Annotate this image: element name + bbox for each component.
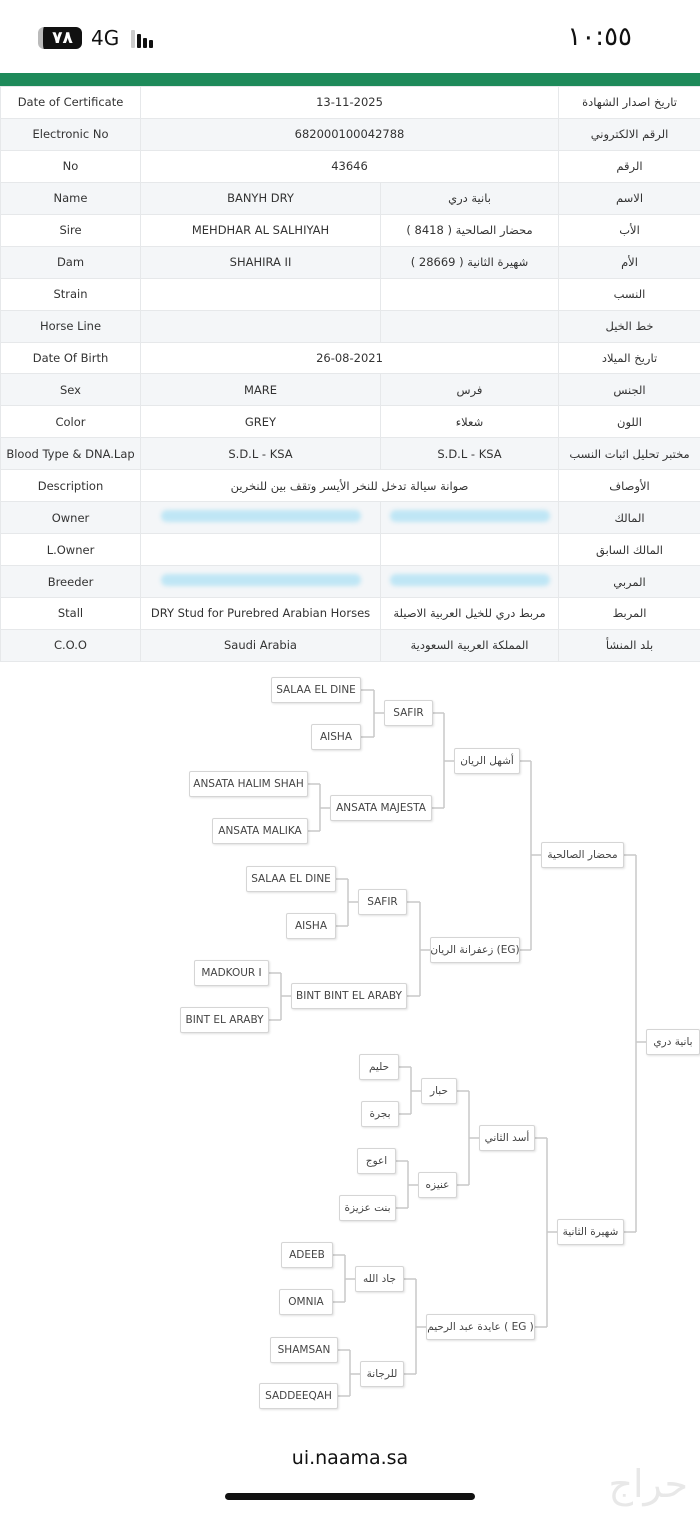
value-en: MEHDHAR AL SALHIYAH xyxy=(141,214,381,246)
pedigree-node-gen3[interactable]: زعفرانة الريان (EG) xyxy=(430,937,520,963)
label-en: Stall xyxy=(1,598,141,630)
pedigree-node-gen4[interactable]: عنيزه xyxy=(418,1172,457,1198)
pedigree-node-gen5[interactable]: BINT EL ARABY xyxy=(180,1007,269,1033)
value-ar: شعلاء xyxy=(381,406,559,438)
label-en: Color xyxy=(1,406,141,438)
value-ar: فرس xyxy=(381,374,559,406)
value-en: SHAHIRA II xyxy=(141,246,381,278)
pedigree-node-gen5[interactable]: بجرة xyxy=(361,1101,399,1127)
label-ar: الأوصاف xyxy=(559,470,700,502)
value-ar: S.D.L - KSA xyxy=(381,438,559,470)
pedigree-node-gen4[interactable]: ANSATA MAJESTA xyxy=(330,795,432,821)
page-url[interactable]: ui.naama.sa xyxy=(291,1447,409,1469)
pedigree-node-gen4[interactable]: SAFIR xyxy=(384,700,433,726)
pedigree-node-gen4[interactable]: SAFIR xyxy=(358,889,407,915)
pedigree-node-gen5[interactable]: SALAA EL DINE xyxy=(246,866,336,892)
pedigree-node-gen5[interactable]: AISHA xyxy=(286,913,336,939)
pedigree-node-gen5[interactable]: ANSATA MALIKA xyxy=(212,818,308,844)
label-ar: الرقم xyxy=(559,150,700,182)
value-cell: صوانة سيالة تدخل للنخر الأيسر وتقف بين للنخرين xyxy=(141,470,559,502)
watermark-logo: حراج xyxy=(608,1462,688,1506)
home-indicator[interactable] xyxy=(225,1493,475,1500)
pedigree-node-gen5[interactable]: بنت عزيزة xyxy=(339,1195,396,1221)
pedigree-node-gen3[interactable]: عايدة عبد الرحيم ( EG ) xyxy=(426,1314,535,1340)
pedigree-node-gen5[interactable]: ADEEB xyxy=(281,1242,333,1268)
clock: ١٠:٥٥ xyxy=(567,22,632,52)
label-en: Dam xyxy=(1,246,141,278)
value-cell: 26-08-2021 xyxy=(141,342,559,374)
label-ar: الاسم xyxy=(559,182,700,214)
label-ar: المربط xyxy=(559,598,700,630)
value-en: MARE xyxy=(141,374,381,406)
label-ar: بلد المنشأ xyxy=(559,629,700,661)
pedigree-node-gen5[interactable]: SHAMSAN xyxy=(270,1337,338,1363)
label-en: Date Of Birth xyxy=(1,342,141,374)
value-cell: 682000100042788 xyxy=(141,118,559,150)
pedigree-node-gen5[interactable]: حليم xyxy=(359,1054,399,1080)
label-ar: اللون xyxy=(559,406,700,438)
label-ar: الرقم الالكتروني xyxy=(559,118,700,150)
pedigree-node-gen5[interactable]: MADKOUR I xyxy=(194,960,269,986)
pedigree-node-gen2[interactable]: شهيرة الثانية xyxy=(557,1219,624,1245)
label-en: Breeder xyxy=(1,566,141,598)
label-ar: الأم xyxy=(559,246,700,278)
value-en: BANYH DRY xyxy=(141,182,381,214)
label-en: No xyxy=(1,150,141,182)
pedigree-node-gen2[interactable]: محضار الصالحية xyxy=(541,842,624,868)
pedigree-node-gen4[interactable]: جاد الله xyxy=(355,1266,404,1292)
label-ar: الجنس xyxy=(559,374,700,406)
value-ar: مربط دري للخيل العربية الاصيلة xyxy=(381,598,559,630)
label-en: Description xyxy=(1,470,141,502)
label-ar: مختبر تحليل اثبات النسب xyxy=(559,438,700,470)
value-en: GREY xyxy=(141,406,381,438)
pedigree-node-gen5[interactable]: اعوج xyxy=(357,1148,396,1174)
value-ar: بانية دري xyxy=(381,182,559,214)
label-ar: الأب xyxy=(559,214,700,246)
label-en: C.O.O xyxy=(1,629,141,661)
label-ar: المالك السابق xyxy=(559,534,700,566)
value-cell: 43646 xyxy=(141,150,559,182)
label-en: Date of Certificate xyxy=(1,87,141,119)
pedigree-node-gen3[interactable]: أسد الثاني xyxy=(479,1125,535,1151)
pedigree-node-gen5[interactable]: SADDEEQAH xyxy=(259,1383,338,1409)
value-en: DRY Stud for Purebred Arabian Horses xyxy=(141,598,381,630)
pedigree-node-gen5[interactable]: SALAA EL DINE xyxy=(271,677,361,703)
label-ar: تاريخ الميلاد xyxy=(559,342,700,374)
label-ar: النسب xyxy=(559,278,700,310)
pedigree-node-gen4[interactable]: للرجانة xyxy=(360,1361,404,1387)
pedigree-node-gen4[interactable]: حبار xyxy=(421,1078,457,1104)
pedigree-node-horse[interactable]: بانية دري xyxy=(646,1029,700,1055)
label-en: Horse Line xyxy=(1,310,141,342)
value-ar: شهيرة الثانية ( 28669 ) xyxy=(381,246,559,278)
value-en: Saudi Arabia xyxy=(141,629,381,661)
pedigree-node-gen5[interactable]: ANSATA HALIM SHAH xyxy=(189,771,308,797)
label-en: Name xyxy=(1,182,141,214)
pedigree-node-gen5[interactable]: OMNIA xyxy=(279,1289,333,1315)
label-en: L.Owner xyxy=(1,534,141,566)
label-ar: المربي xyxy=(559,566,700,598)
pedigree-node-gen3[interactable]: أشهل الريان xyxy=(454,748,520,774)
value-ar: المملكة العربية السعودية xyxy=(381,629,559,661)
battery-icon: ٧٨ xyxy=(38,27,82,49)
label-en: Sex xyxy=(1,374,141,406)
label-en: Electronic No xyxy=(1,118,141,150)
label-ar: المالك xyxy=(559,502,700,534)
label-en: Owner xyxy=(1,502,141,534)
value-ar: محضار الصالحية ( 8418 ) xyxy=(381,214,559,246)
pedigree-node-gen5[interactable]: AISHA xyxy=(311,724,361,750)
label-en: Strain xyxy=(1,278,141,310)
label-ar: خط الخيل xyxy=(559,310,700,342)
network-type: 4G xyxy=(91,26,120,50)
label-en: Blood Type & DNA.Lap xyxy=(1,438,141,470)
pedigree-node-gen4[interactable]: BINT BINT EL ARABY xyxy=(291,983,407,1009)
value-cell: 13-11-2025 xyxy=(141,87,559,119)
label-ar: تاريخ اصدار الشهادة xyxy=(559,87,700,119)
value-en: S.D.L - KSA xyxy=(141,438,381,470)
label-en: Sire xyxy=(1,214,141,246)
